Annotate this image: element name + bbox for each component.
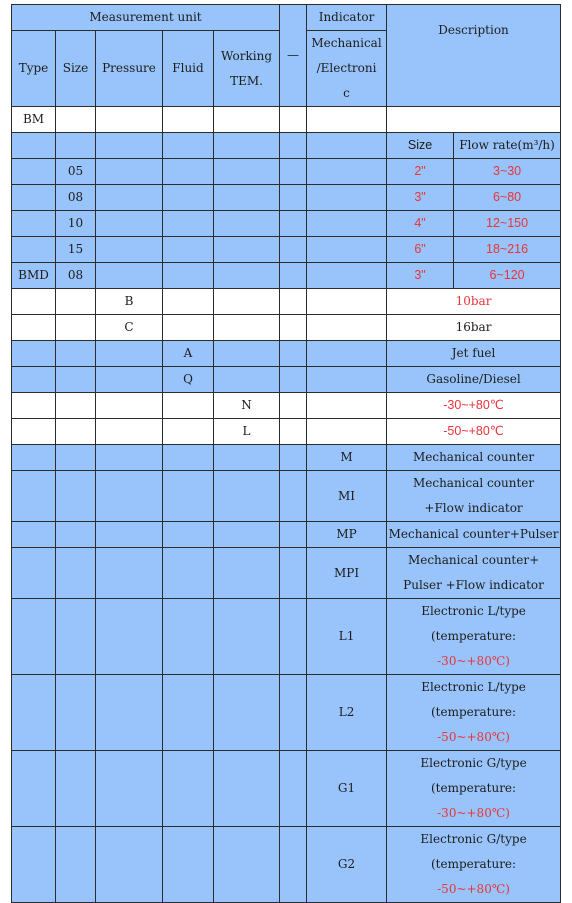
- indicator-code: L1: [307, 599, 387, 675]
- pressure-description: 16bar: [387, 315, 561, 341]
- flow-rate-subheader: Flow rate(m³/h): [454, 133, 561, 159]
- indicator-description: Electronic G/type (temperature: -50~+80℃): [387, 827, 561, 903]
- temperature-description: -50~+80℃: [387, 419, 561, 445]
- measurement-unit-header: Measurement unit: [12, 5, 280, 31]
- indicator-code: MI: [307, 471, 387, 522]
- size-inch: 4": [387, 211, 454, 237]
- pressure-description: 10bar: [387, 289, 561, 315]
- size-code: 08: [56, 185, 96, 211]
- indicator-description: Mechanical counter+ Pulser +Flow indicator: [387, 548, 561, 599]
- dash-header: —: [280, 5, 307, 107]
- indicator-row: [12, 471, 561, 522]
- indicator-row: [12, 445, 561, 471]
- flow-rate: 18~216: [454, 237, 561, 263]
- indicator-description: Mechanical counter+Pulser: [387, 522, 561, 548]
- temperature-code: N: [214, 393, 280, 419]
- size-code: 10: [56, 211, 96, 237]
- table-row: [12, 237, 561, 263]
- indicator-row: [12, 548, 561, 599]
- fluid-row: [12, 341, 561, 367]
- type-bm-row: [12, 107, 561, 133]
- fluid-row: [12, 367, 561, 393]
- indicator-row: [12, 827, 561, 903]
- indicator-row: [12, 599, 561, 675]
- pressure-header: Pressure: [96, 31, 163, 107]
- size-subheader: Size: [387, 133, 454, 159]
- indicator-code: MP: [307, 522, 387, 548]
- temperature-row: [12, 419, 561, 445]
- description-header: Description: [387, 5, 561, 107]
- indicator-row: [12, 522, 561, 548]
- header-row-1: [12, 5, 561, 31]
- table-row: [12, 211, 561, 237]
- temperature-row: [12, 393, 561, 419]
- size-flow-header-row: [12, 133, 561, 159]
- pressure-row: [12, 315, 561, 341]
- size-code: 08: [56, 263, 96, 289]
- spec-table: [11, 4, 561, 903]
- fluid-description: Jet fuel: [387, 341, 561, 367]
- fluid-code: A: [163, 341, 214, 367]
- fluid-header: Fluid: [163, 31, 214, 107]
- indicator-description: Mechanical counter +Flow indicator: [387, 471, 561, 522]
- type-code: BM: [12, 107, 56, 133]
- type-code: BMD: [12, 263, 56, 289]
- size-code: 15: [56, 237, 96, 263]
- size-inch: 6": [387, 237, 454, 263]
- fluid-description: Gasoline/Diesel: [387, 367, 561, 393]
- size-inch: 2": [387, 159, 454, 185]
- pressure-row: [12, 289, 561, 315]
- pressure-code: C: [96, 315, 163, 341]
- pressure-code: B: [96, 289, 163, 315]
- indicator-header: Indicator: [307, 5, 387, 31]
- indicator-description: Electronic G/type (temperature: -30~+80℃): [387, 751, 561, 827]
- indicator-row: [12, 675, 561, 751]
- table-row: [12, 159, 561, 185]
- temperature-description: -30~+80℃: [387, 393, 561, 419]
- flow-rate: 6~120: [454, 263, 561, 289]
- indicator-row: [12, 751, 561, 827]
- fluid-code: Q: [163, 367, 214, 393]
- size-inch: 3": [387, 185, 454, 211]
- indicator-code: MPI: [307, 548, 387, 599]
- mechanical-electronic-header: Mechanical /Electroni c: [307, 31, 387, 107]
- indicator-code: L2: [307, 675, 387, 751]
- working-tem-header: Working TEM.: [214, 31, 280, 107]
- indicator-description: Mechanical counter: [387, 445, 561, 471]
- size-header: Size: [56, 31, 96, 107]
- flow-rate: 12~150: [454, 211, 561, 237]
- temperature-code: L: [214, 419, 280, 445]
- flow-rate: 6~80: [454, 185, 561, 211]
- type-header: Type: [12, 31, 56, 107]
- flow-rate: 3~30: [454, 159, 561, 185]
- indicator-description: Electronic L/type (temperature: -50~+80℃): [387, 675, 561, 751]
- indicator-code: G1: [307, 751, 387, 827]
- table-row: [12, 185, 561, 211]
- size-inch: 3": [387, 263, 454, 289]
- type-bmd-row: [12, 263, 561, 289]
- indicator-code: M: [307, 445, 387, 471]
- indicator-code: G2: [307, 827, 387, 903]
- size-code: 05: [56, 159, 96, 185]
- indicator-description: Electronic L/type (temperature: -30~+80℃): [387, 599, 561, 675]
